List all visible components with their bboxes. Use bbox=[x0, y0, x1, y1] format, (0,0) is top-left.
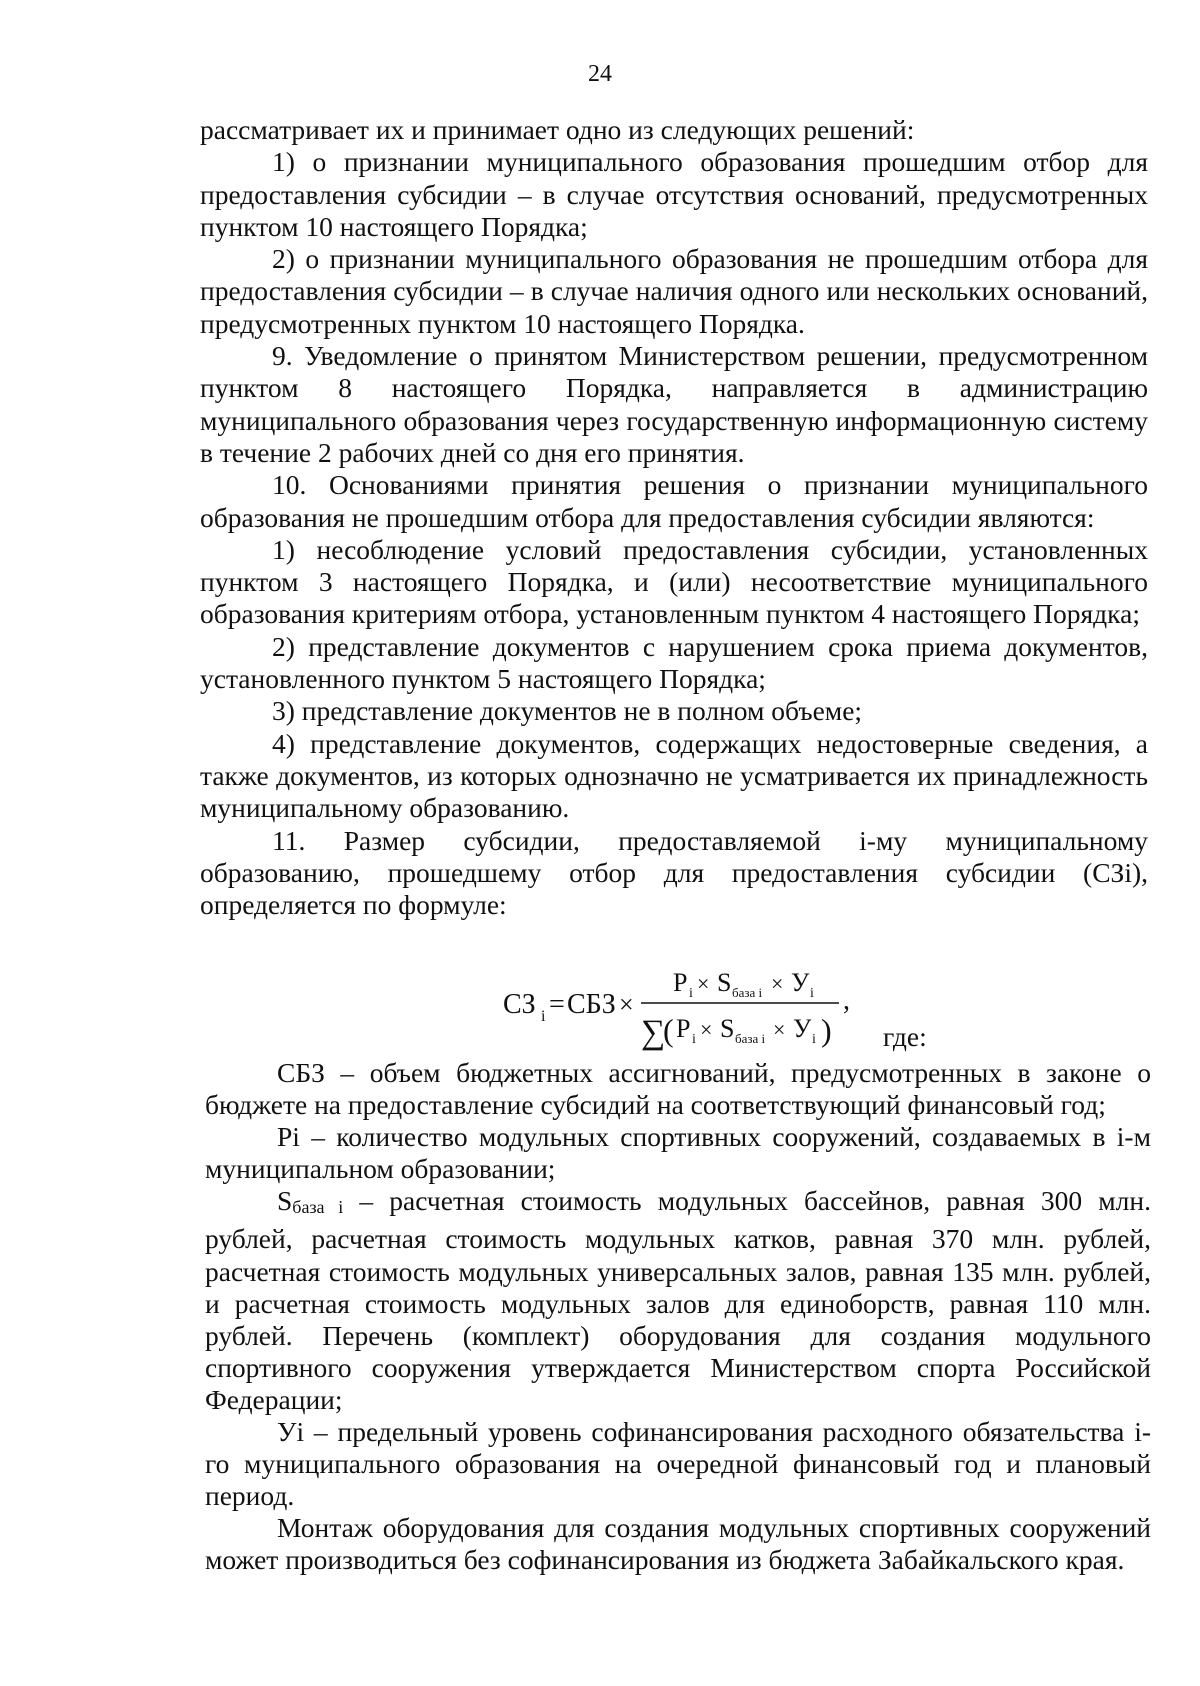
num-s-sub: база i bbox=[732, 985, 763, 1000]
num-p-sub: i bbox=[689, 986, 693, 1001]
text-block-top bbox=[200, 114, 1148, 921]
paragraph: рассматривает их и принимает одно из следующих решений: bbox=[200, 114, 915, 145]
num-times-2: × bbox=[771, 971, 784, 996]
den-times-2: × bbox=[773, 1017, 786, 1042]
formula-comma: , bbox=[843, 985, 850, 1016]
formula-where: где: bbox=[883, 1021, 927, 1052]
paragraph: 2) о признании муниципального образования не прошедшим отбора для предоставления субсидии – в случае наличия одного или нескольких оснований, предусмотренных пунктом 10 настоящего Порядка. bbox=[200, 243, 1148, 339]
text-block-bottom bbox=[205, 1057, 1151, 1577]
s-definition-text: – расчетная стоимость модульных бассейнов, равная 300 млн. рублей, расчетная стоимость модульных катков, равная 370 млн. рублей, расчетная стоимость модульных универсальных залов, равная 135 млн. рублей, и расчетная стоимость модульных залов для единоборств, равная 110 млн. рублей. Перечень (комплект) оборудования для создания модульного спортивного сооружения утверждается Министерством спорта Российской Федерации; bbox=[205, 1185, 1151, 1415]
paragraph: 2) представление документов с нарушением срока приема документов, установленного пунктом 5 настоящего Порядка; bbox=[200, 630, 1148, 695]
paragraph: 10. Основаниями принятия решения о признании муниципального образования не прошедшим отбора для предоставления субсидии являются: bbox=[200, 469, 1148, 533]
paragraph: 4) представление документов, содержащих недостоверные сведения, а также документов, из которых однозначно не усматривается их принадлежность муниципальному образованию. bbox=[200, 727, 1148, 824]
num-p: P bbox=[673, 968, 688, 997]
den-y-sub: i bbox=[812, 1032, 816, 1047]
den-lparen: ( bbox=[663, 1012, 674, 1048]
s-symbol: S bbox=[277, 1185, 293, 1217]
paragraph: 9. Уведомление о принятом Министерством решении, предусмотренном пунктом 8 настоящего Порядка, направляется в администрацию муниципального образования через государственную информационную систему в течение 2 рабочих дней со дня его принятия. bbox=[200, 340, 1148, 468]
formula-lhs-sub: i bbox=[541, 1008, 546, 1025]
den-y: У bbox=[793, 1014, 812, 1043]
den-s: S bbox=[720, 1014, 735, 1043]
paragraph: 1) несоблюдение условий предоставления субсидии, установленных пунктом 3 настоящего Порядка, и (или) несоответствие муниципального образования критериям отбора, установленным пунктом 4 настоящего Порядка; bbox=[200, 533, 1148, 630]
paragraph: Монтаж оборудования для создания модульных спортивных сооружений может производиться без софинансирования из бюджета Забайкальского края. bbox=[205, 1512, 1151, 1576]
formula-eq: = bbox=[549, 989, 565, 1020]
den-rparen: ) bbox=[821, 1012, 832, 1048]
num-y-sub: i bbox=[810, 986, 814, 1001]
s-definition bbox=[205, 1185, 1151, 1416]
den-s-sub: база i bbox=[735, 1031, 766, 1046]
paragraph: СБЗ – объем бюджетных ассигнований, предусмотренных в законе о бюджете на предоставление субсидий на соответствующий финансовый год; bbox=[205, 1057, 1151, 1121]
paragraph: 3) представление документов не в полном объеме; bbox=[272, 695, 863, 727]
paragraph: 11. Размер субсидии, предоставляемой i-му муниципальному образованию, прошедшему отбор для предоставления субсидии (СЗi), определяется по формуле: bbox=[200, 824, 1148, 921]
formula-times: × bbox=[619, 990, 634, 1019]
den-times-1: × bbox=[700, 1017, 713, 1042]
num-times-1: × bbox=[697, 971, 710, 996]
num-s: S bbox=[717, 968, 732, 997]
num-y: У bbox=[791, 968, 810, 997]
paragraph: Уi – предельный уровень софинансирования расходного обязательства i-го муниципального образования на очередной финансовый год и плановый период. bbox=[205, 1416, 1151, 1512]
paragraph: 1) о признании муниципального образования прошедшим отбор для предоставления субсидии – в случае отсутствия оснований, предусмотренных пунктом 10 настоящего Порядка; bbox=[200, 146, 1148, 242]
formula-lhs: СЗ bbox=[503, 989, 536, 1020]
formula-sbz: СБЗ bbox=[567, 989, 616, 1020]
den-p: P bbox=[676, 1014, 691, 1043]
paragraph: Pi – количество модульных спортивных сооружений, создаваемых в i-м муниципальном образовании; bbox=[205, 1121, 1151, 1185]
s-symbol-sub: база i bbox=[292, 1197, 344, 1218]
den-p-sub: i bbox=[692, 1032, 696, 1047]
den-sum: ∑ bbox=[641, 1014, 666, 1051]
page-number: 24 bbox=[588, 61, 612, 87]
